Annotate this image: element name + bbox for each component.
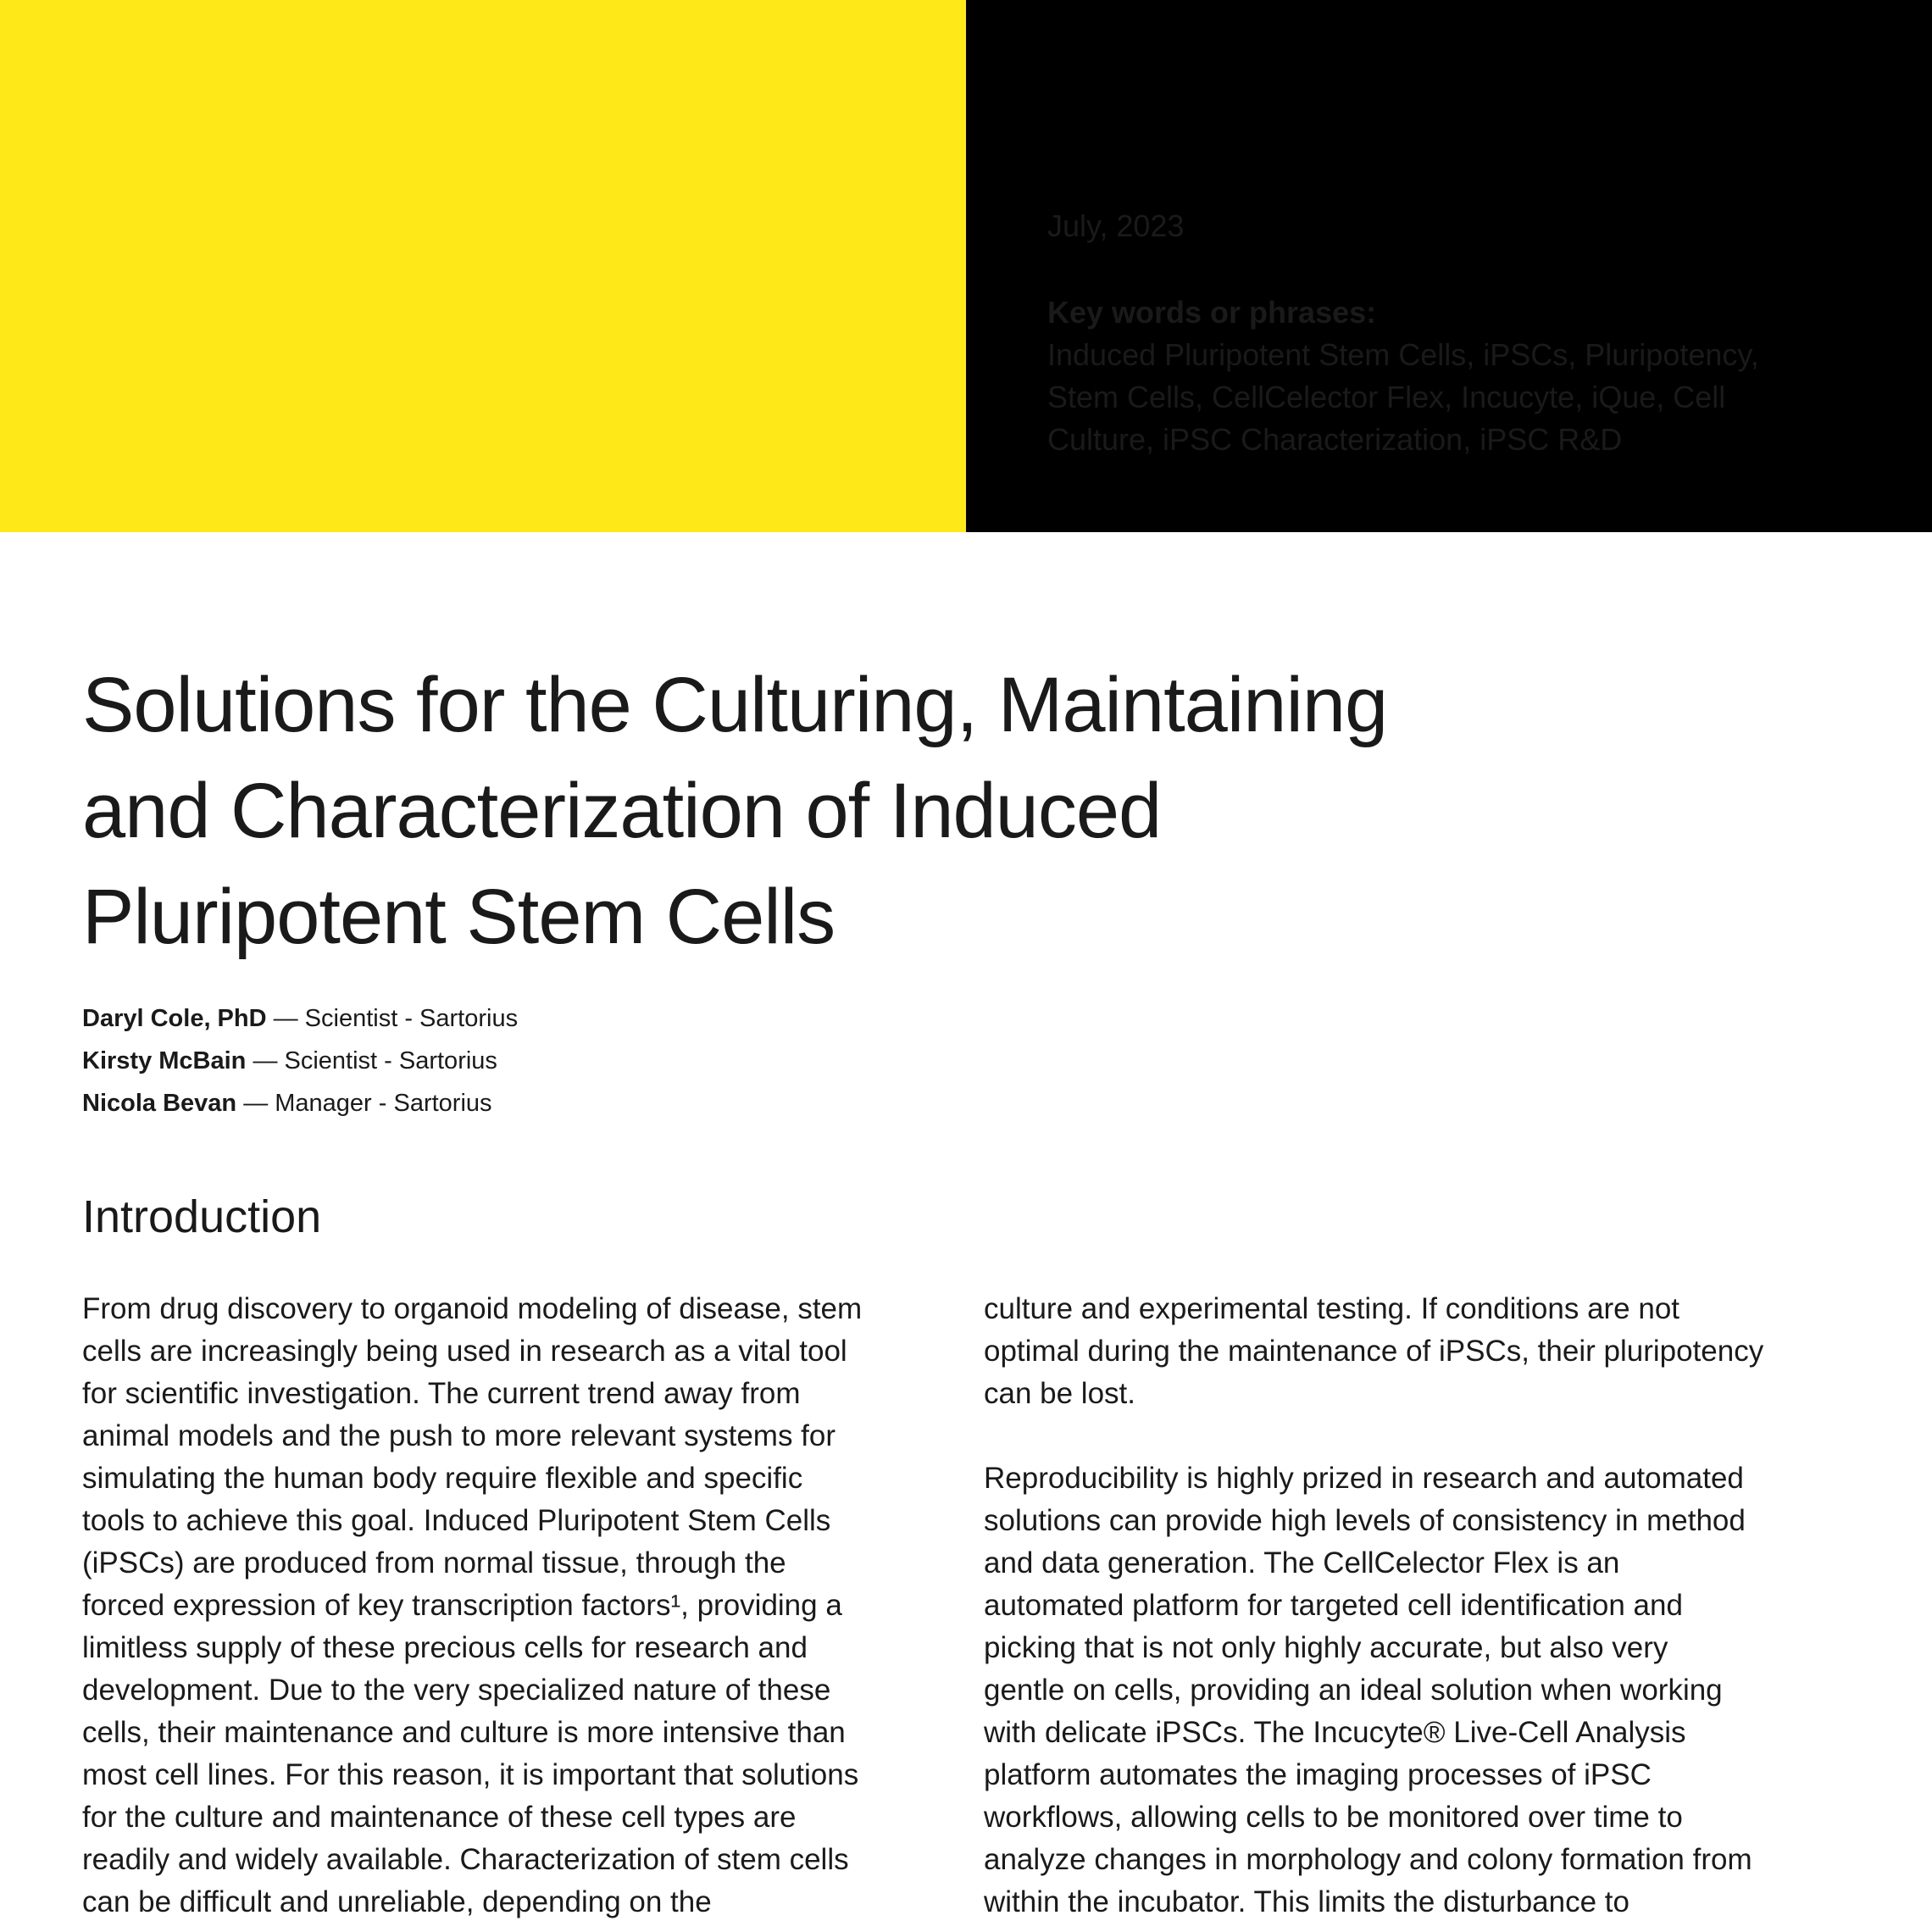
body-text-line: cells, their maintenance and culture is more intensive than [82, 1716, 846, 1749]
body-text-line: development. Due to the very specialized nature of these [82, 1674, 831, 1707]
body-text-line: simulating the human body require flexible and specific [82, 1462, 803, 1495]
author-role: — Scientist - Sartorius [246, 1047, 497, 1074]
section-heading: Introduction [82, 1191, 322, 1242]
keywords-line: Induced Pluripotent Stem Cells, iPSCs, Pluripotency, [1047, 337, 1759, 372]
keywords-block [1047, 291, 1759, 461]
body-text-line: can be difficult and unreliable, depending on the [82, 1885, 712, 1918]
author-role: — Manager - Sartorius [236, 1090, 492, 1117]
body-text-line: most cell lines. For this reason, it is important that solutions [82, 1758, 859, 1791]
body-text-line: (iPSCs) are produced from normal tissue, through the [82, 1546, 786, 1579]
body-text-line: with delicate iPSCs. The Incucyte® Live-Cell Analysis [984, 1716, 1686, 1749]
body-text-line: culture and experimental testing. If conditions are not [984, 1292, 1680, 1325]
title-line: Solutions for the Culturing, Maintaining [82, 662, 1388, 748]
body-text-line: workflows, allowing cells to be monitored over time to [984, 1801, 1683, 1834]
body-text-line: and data generation. The CellCelector Flex is an [984, 1546, 1620, 1579]
body-text-line: forced expression of key transcription factors¹, providing a [82, 1589, 842, 1622]
author-name: Kirsty McBain [82, 1047, 247, 1074]
body-text-line: tools to achieve this goal. Induced Pluripotent Stem Cells [82, 1504, 831, 1537]
body-text-line: From drug discovery to organoid modeling of disease, stem [82, 1292, 863, 1325]
body-text-line: for scientific investigation. The current trend away from [82, 1377, 801, 1410]
body-text-line: automated platform for targeted cell identification and [984, 1589, 1683, 1622]
publication-date: July, 2023 [1047, 208, 1185, 243]
body-text-line: optimal during the maintenance of iPSCs, their pluripotency [984, 1335, 1764, 1368]
keywords-line: Culture, iPSC Characterization, iPSC R&D [1047, 422, 1623, 457]
title-line: Pluripotent Stem Cells [82, 874, 836, 960]
title-line: and Characterization of Induced [82, 768, 1162, 854]
left-column [82, 1288, 862, 1924]
body-text-line: picking that is not only highly accurate, but also very [984, 1631, 1668, 1664]
author [82, 1040, 518, 1082]
body-text-line: gentle on cells, providing an ideal solution when working [984, 1674, 1723, 1707]
paragraph-gap [984, 1415, 1763, 1457]
author-name: Nicola Bevan [82, 1090, 237, 1117]
body-text-line: limitless supply of these precious cells for research and [82, 1631, 808, 1664]
author [82, 997, 518, 1040]
body-text-line: solutions can provide high levels of consistency in method [984, 1504, 1746, 1537]
body-text-line: for the culture and maintenance of these cell types are [82, 1801, 797, 1834]
author-list [82, 997, 518, 1124]
author [82, 1082, 518, 1124]
author-name: Daryl Cole, PhD [82, 1005, 267, 1032]
body-text-line: platform automates the imaging processes of iPSC [984, 1758, 1652, 1791]
body-text-line: Reproducibility is highly prized in research and automated [984, 1462, 1744, 1495]
body-text-line: cells are increasingly being used in research as a vital tool [82, 1335, 847, 1368]
body-text-line: readily and widely available. Characterization of stem cells [82, 1843, 849, 1876]
body-text-line: analyze changes in morphology and colony formation from [984, 1843, 1752, 1876]
yellow-banner [0, 0, 966, 532]
author-role: — Scientist - Sartorius [266, 1005, 519, 1032]
keywords-label: Key words or phrases: [1047, 295, 1377, 330]
page-title [82, 652, 1387, 970]
body-text-line: can be lost. [984, 1377, 1135, 1410]
body-text-line: within the incubator. This limits the disturbance to [984, 1885, 1629, 1918]
body-text-line: animal models and the push to more relevant systems for [82, 1419, 836, 1452]
right-column [984, 1288, 1763, 1924]
keywords-line: Stem Cells, CellCelector Flex, Incucyte, iQue, Cell [1047, 380, 1726, 414]
